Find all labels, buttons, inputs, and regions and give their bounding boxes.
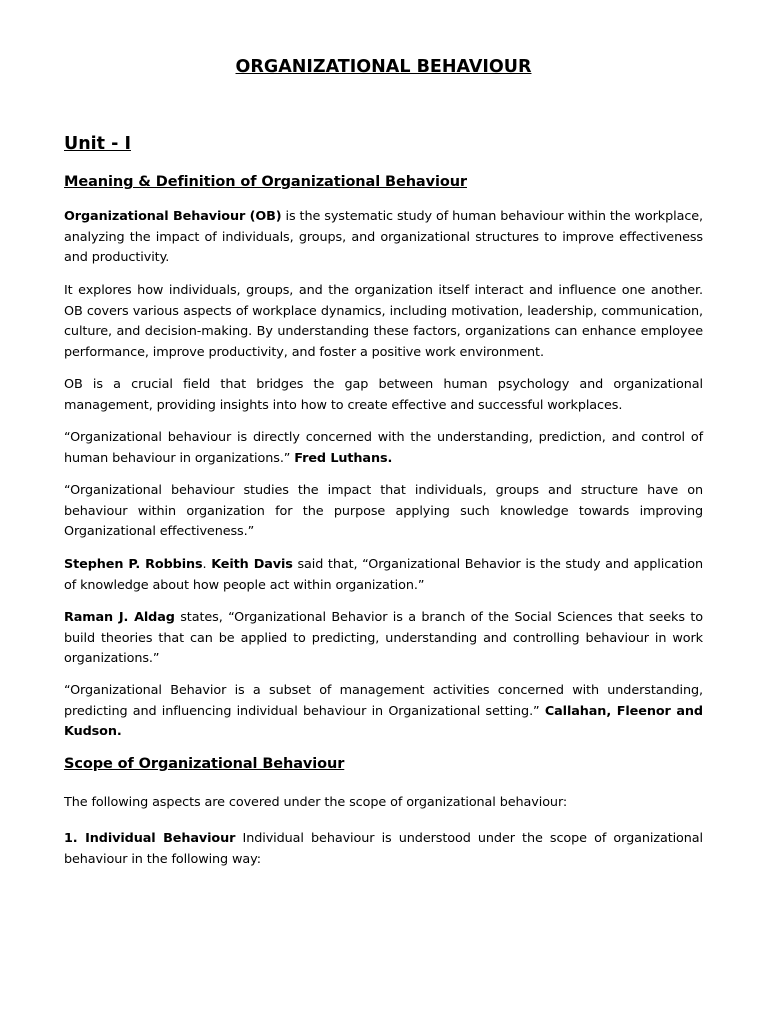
list-item-individual-behaviour [64,829,703,870]
quote-author-2: Keith Davis [211,557,293,572]
ob-term: Organizational Behaviour (OB) [64,209,282,224]
quote-text: said that, “Organizational Behavior is the study and application of knowledge about how people act within organization.” [64,557,703,593]
section-heading-scope: Scope of Organizational Behaviour [64,756,345,772]
section-heading-meaning: Meaning & Definition of Organizational Behaviour [64,174,467,190]
paragraph-ob-explores: It explores how individuals, groups, and the organization itself interact and influence one another. OB covers various aspects of workplace dynamics, including motivation, leadership, communication, culture, and decision-making. By understanding these factors, organizations can enhance employee performance, improve productivity, and foster a positive work environment. [64,283,703,360]
quote-text: “Organizational behaviour is directly concerned with the understanding, prediction, and control of human behaviour in organizations.” [64,430,703,466]
paragraph-scope-intro: The following aspects are covered under the scope of organizational behaviour: [64,795,568,810]
paragraph-ob-definition [64,207,703,269]
quote-aldag [64,608,703,670]
quote-luthans [64,428,703,469]
quote-text: “Organizational Behavior is a subset of management activities concerned with understanding, predicting and influencing individual behaviour in Organizational setting.” [64,683,703,719]
quote-author: Stephen P. Robbins [64,557,203,572]
quote-author: Fred Luthans. [294,450,393,466]
section-scope [64,756,703,772]
paragraph-ob-crucial: OB is a crucial field that bridges the gap between human psychology and organizational management, providing insights into how to create effective and successful workplaces. [64,377,703,413]
quote-callahan [64,681,703,743]
document-title: ORGANIZATIONAL BEHAVIOUR [235,57,532,77]
list-item-text: Individual behaviour is understood under the scope of organizational behaviour in the following way: [64,831,703,867]
ob-definition-text: is the systematic study of human behaviour within the workplace, analyzing the impact of individuals, groups, and organizational structures to improve effectiveness and productivity. [64,209,704,266]
quote-robbins-davis: Stephen P. Robbins. Keith Davis said that, “Organizational Behavior is the study and application of knowledge about how people act within organization.” [64,557,703,593]
quote-text: states, “Organizational Behavior is a branch of the Social Sciences that seeks to build theories that can be applied to predicting, understanding and controlling behaviour in work organizations.” [64,610,703,667]
list-item-title: 1. Individual Behaviour [64,831,236,846]
quote-author: Raman J. Aldag [64,610,175,625]
unit-heading: Unit - I [64,134,131,154]
quote-author: Callahan, Fleenor and Kudson. [64,703,703,740]
quote-structure: “Organizational behaviour studies the impact that individuals, groups and structure have on behaviour within organization for the purpose applying such knowledge towards improving Organizational effectiveness.” [64,483,703,540]
section-meaning [64,174,703,190]
